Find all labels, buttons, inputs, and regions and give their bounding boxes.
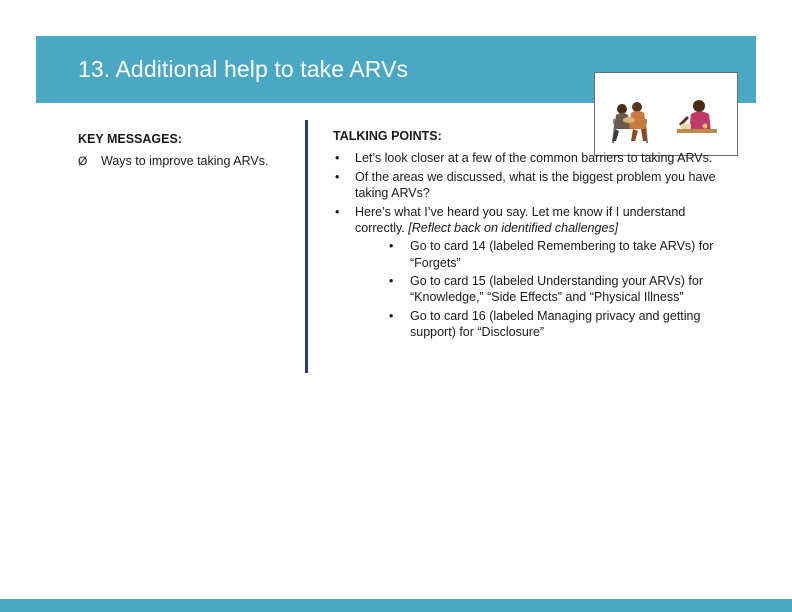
bullet-icon: • [389, 239, 394, 254]
sub-point-item [355, 308, 733, 341]
key-message-text: Ways to improve taking ARVs. [101, 154, 269, 168]
sub-point-text: Go to card 16 (labeled Managing privacy and getting support) for “Disclosure” [410, 308, 701, 339]
talking-point-item [333, 150, 733, 166]
bullet-icon: • [335, 204, 340, 219]
sub-point-item [355, 273, 733, 306]
talking-points-heading: TALKING POINTS: [333, 129, 442, 143]
woman-at-table-figure [677, 100, 717, 133]
reflect-note: [Reflect back on identified challenges] [408, 221, 619, 236]
counseling-scene-svg [595, 73, 737, 155]
footer-band [0, 599, 792, 612]
sub-point-text: Go to card 14 (labeled Remembering to take ARVs) for “Forgets” [410, 239, 714, 270]
sub-point-text: Go to card 15 (labeled Understanding your ARVs) for “Knowledge,” “Side Effects” and “Physical Illness” [410, 274, 703, 305]
column-divider [305, 120, 308, 373]
page-title: 13. Additional help to take ARVs [78, 56, 409, 82]
sub-point-item [355, 238, 733, 271]
key-messages-heading: KEY MESSAGES: [78, 132, 182, 146]
talking-point-item [333, 169, 733, 202]
bullet-icon: • [335, 151, 340, 165]
bullet-icon: • [389, 274, 394, 289]
counseling-scene-illustration [594, 72, 738, 156]
key-message-item [78, 153, 278, 170]
bullet-icon: • [335, 169, 340, 184]
talking-point-item [333, 204, 733, 340]
talking-points-list [333, 150, 733, 343]
talking-point-text: Let’s look closer at a few of the common barriers to taking ARVs. [355, 151, 713, 165]
talking-point-text: Here’s what I’ve heard you say. Let me know if I understand correctly. [355, 204, 686, 236]
talking-point-text: Of the areas we discussed, what is the biggest problem you have taking ARVs? [355, 169, 716, 201]
couple-figures [612, 102, 647, 143]
arrow-bullet-icon: Ø [78, 154, 88, 168]
bullet-icon: • [389, 308, 394, 323]
